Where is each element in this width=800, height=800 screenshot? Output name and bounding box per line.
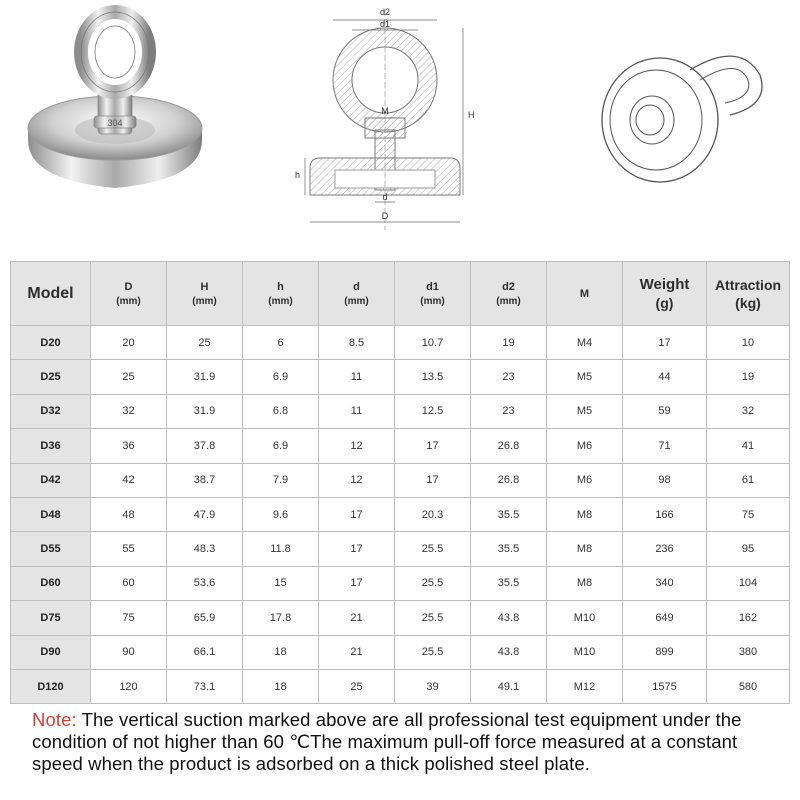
table-cell: 42 [91,463,167,497]
table-cell: 39 [395,669,471,703]
header-H: H (mm) [167,262,243,326]
table-row [11,394,790,428]
table-cell: 25.5 [395,566,471,600]
table-cell: 21 [319,601,395,635]
note-text: The vertical suction marked above are all professional test equipment under the condition of not higher than 60 ℃The maximum pull-off force measured at a constant speed when the product is adsorbed on a thick polished steel plate. [32,709,742,774]
table-row [11,326,790,360]
model-cell: D32 [11,394,91,428]
table-cell: 236 [623,532,707,566]
table-row [11,463,790,497]
model-cell: D48 [11,497,91,531]
note-paragraph [32,709,792,775]
table-cell: 35.5 [471,566,547,600]
dim-label-D: D [381,211,389,221]
table-cell: 6 [243,326,319,360]
table-row [11,635,790,669]
table-cell: 90 [91,635,167,669]
table-cell: 20.3 [395,497,471,531]
table-cell: 26.8 [471,463,547,497]
header-h: h (mm) [243,262,319,326]
table-cell: 11 [319,360,395,394]
model-cell: D120 [11,669,91,703]
dim-label-h: h [295,170,301,180]
table-cell: 75 [707,497,790,531]
table-cell: M6 [547,429,623,463]
table-row [11,601,790,635]
table-cell: 17 [319,497,395,531]
table-cell: 71 [623,429,707,463]
table-cell: 20 [91,326,167,360]
table-row [11,497,790,531]
table-cell: 25.5 [395,601,471,635]
table-cell: 25.5 [395,635,471,669]
table-header-row [11,262,790,326]
table-cell: 23 [471,394,547,428]
table-cell: 10 [707,326,790,360]
table-row [11,429,790,463]
table-cell: 10.7 [395,326,471,360]
table-cell: 66.1 [167,635,243,669]
dim-label-d: d [382,192,388,202]
table-cell: 6.9 [243,429,319,463]
table-cell: 12 [319,463,395,497]
table-cell: 59 [623,394,707,428]
table-cell: 6.9 [243,360,319,394]
table-cell: M5 [547,394,623,428]
table-cell: 15 [243,566,319,600]
table-cell: 32 [707,394,790,428]
table-cell: M10 [547,601,623,635]
dim-label-H: H [468,110,475,120]
table-cell: 104 [707,566,790,600]
table-cell: 19 [707,360,790,394]
table-cell: 61 [707,463,790,497]
table-cell: 25.5 [395,532,471,566]
table-cell: 162 [707,601,790,635]
table-cell: 21 [319,635,395,669]
model-cell: D36 [11,429,91,463]
table-cell: M8 [547,532,623,566]
table-cell: 25 [319,669,395,703]
dim-label-M: M [381,106,389,116]
table-cell: 44 [623,360,707,394]
table-cell: 580 [707,669,790,703]
table-cell: M10 [547,635,623,669]
stamp-text: 304 [107,118,123,128]
table-cell: 26.8 [471,429,547,463]
model-cell: D90 [11,635,91,669]
table-cell: 7.9 [243,463,319,497]
table-cell: 9.6 [243,497,319,531]
table-cell: 55 [91,532,167,566]
header-weight: Weight (g) [623,262,707,326]
model-cell: D60 [11,566,91,600]
table-cell: 6.8 [243,394,319,428]
magnet-photo [20,0,220,200]
table-cell: 47.9 [167,497,243,531]
table-cell: 49.1 [471,669,547,703]
table-cell: 25 [167,326,243,360]
table-cell: 60 [91,566,167,600]
table-cell: 23 [471,360,547,394]
table-cell: 37.8 [167,429,243,463]
dim-label-d1: d1 [379,19,391,29]
table-cell: 12.5 [395,394,471,428]
table-cell: 31.9 [167,394,243,428]
table-cell: 1575 [623,669,707,703]
table-cell: M5 [547,360,623,394]
technical-drawing [275,0,505,235]
header-model: Model [11,262,91,326]
magnet-3d-outline [590,35,790,185]
dim-label-d2: d2 [379,7,391,17]
model-cell: D55 [11,532,91,566]
table-cell: 649 [623,601,707,635]
table-cell: 166 [623,497,707,531]
note-label: Note: [32,709,77,730]
table-cell: 43.8 [471,635,547,669]
product-illustrations [0,0,800,250]
table-cell: 340 [623,566,707,600]
header-attraction: Attraction (kg) [707,262,790,326]
header-d: d (mm) [319,262,395,326]
table-cell: 43.8 [471,601,547,635]
spec-table [10,261,790,704]
table-cell: 19 [471,326,547,360]
table-cell: M12 [547,669,623,703]
table-cell: 38.7 [167,463,243,497]
model-cell: D75 [11,601,91,635]
model-cell: D25 [11,360,91,394]
table-row [11,532,790,566]
table-cell: 17 [395,463,471,497]
table-cell: 17 [623,326,707,360]
table-cell: 31.9 [167,360,243,394]
table-cell: 13.5 [395,360,471,394]
table-cell: 73.1 [167,669,243,703]
model-cell: D42 [11,463,91,497]
table-cell: 380 [707,635,790,669]
model-cell: D20 [11,326,91,360]
table-cell: M8 [547,497,623,531]
table-cell: 98 [623,463,707,497]
table-cell: 8.5 [319,326,395,360]
table-cell: M6 [547,463,623,497]
table-row [11,566,790,600]
table-cell: 11 [319,394,395,428]
table-cell: 41 [707,429,790,463]
table-row [11,360,790,394]
table-cell: 65.9 [167,601,243,635]
table-cell: 12 [319,429,395,463]
table-cell: 36 [91,429,167,463]
table-cell: 53.6 [167,566,243,600]
table-row [11,669,790,703]
table-body [11,326,790,704]
header-D: D (mm) [91,262,167,326]
table-cell: 75 [91,601,167,635]
table-cell: 35.5 [471,532,547,566]
table-cell: 17.8 [243,601,319,635]
table-cell: 17 [395,429,471,463]
table-cell: 95 [707,532,790,566]
header-d2: d2 (mm) [471,262,547,326]
table-cell: 48.3 [167,532,243,566]
table-cell: 35.5 [471,497,547,531]
table-cell: M4 [547,326,623,360]
table-cell: M8 [547,566,623,600]
table-cell: 11.8 [243,532,319,566]
table-cell: 48 [91,497,167,531]
table-cell: 25 [91,360,167,394]
table-cell: 17 [319,566,395,600]
header-d1: d1 (mm) [395,262,471,326]
table-cell: 17 [319,532,395,566]
table-cell: 120 [91,669,167,703]
header-M: M [547,262,623,326]
table-cell: 18 [243,635,319,669]
table-cell: 32 [91,394,167,428]
table-cell: 899 [623,635,707,669]
table-cell: 18 [243,669,319,703]
